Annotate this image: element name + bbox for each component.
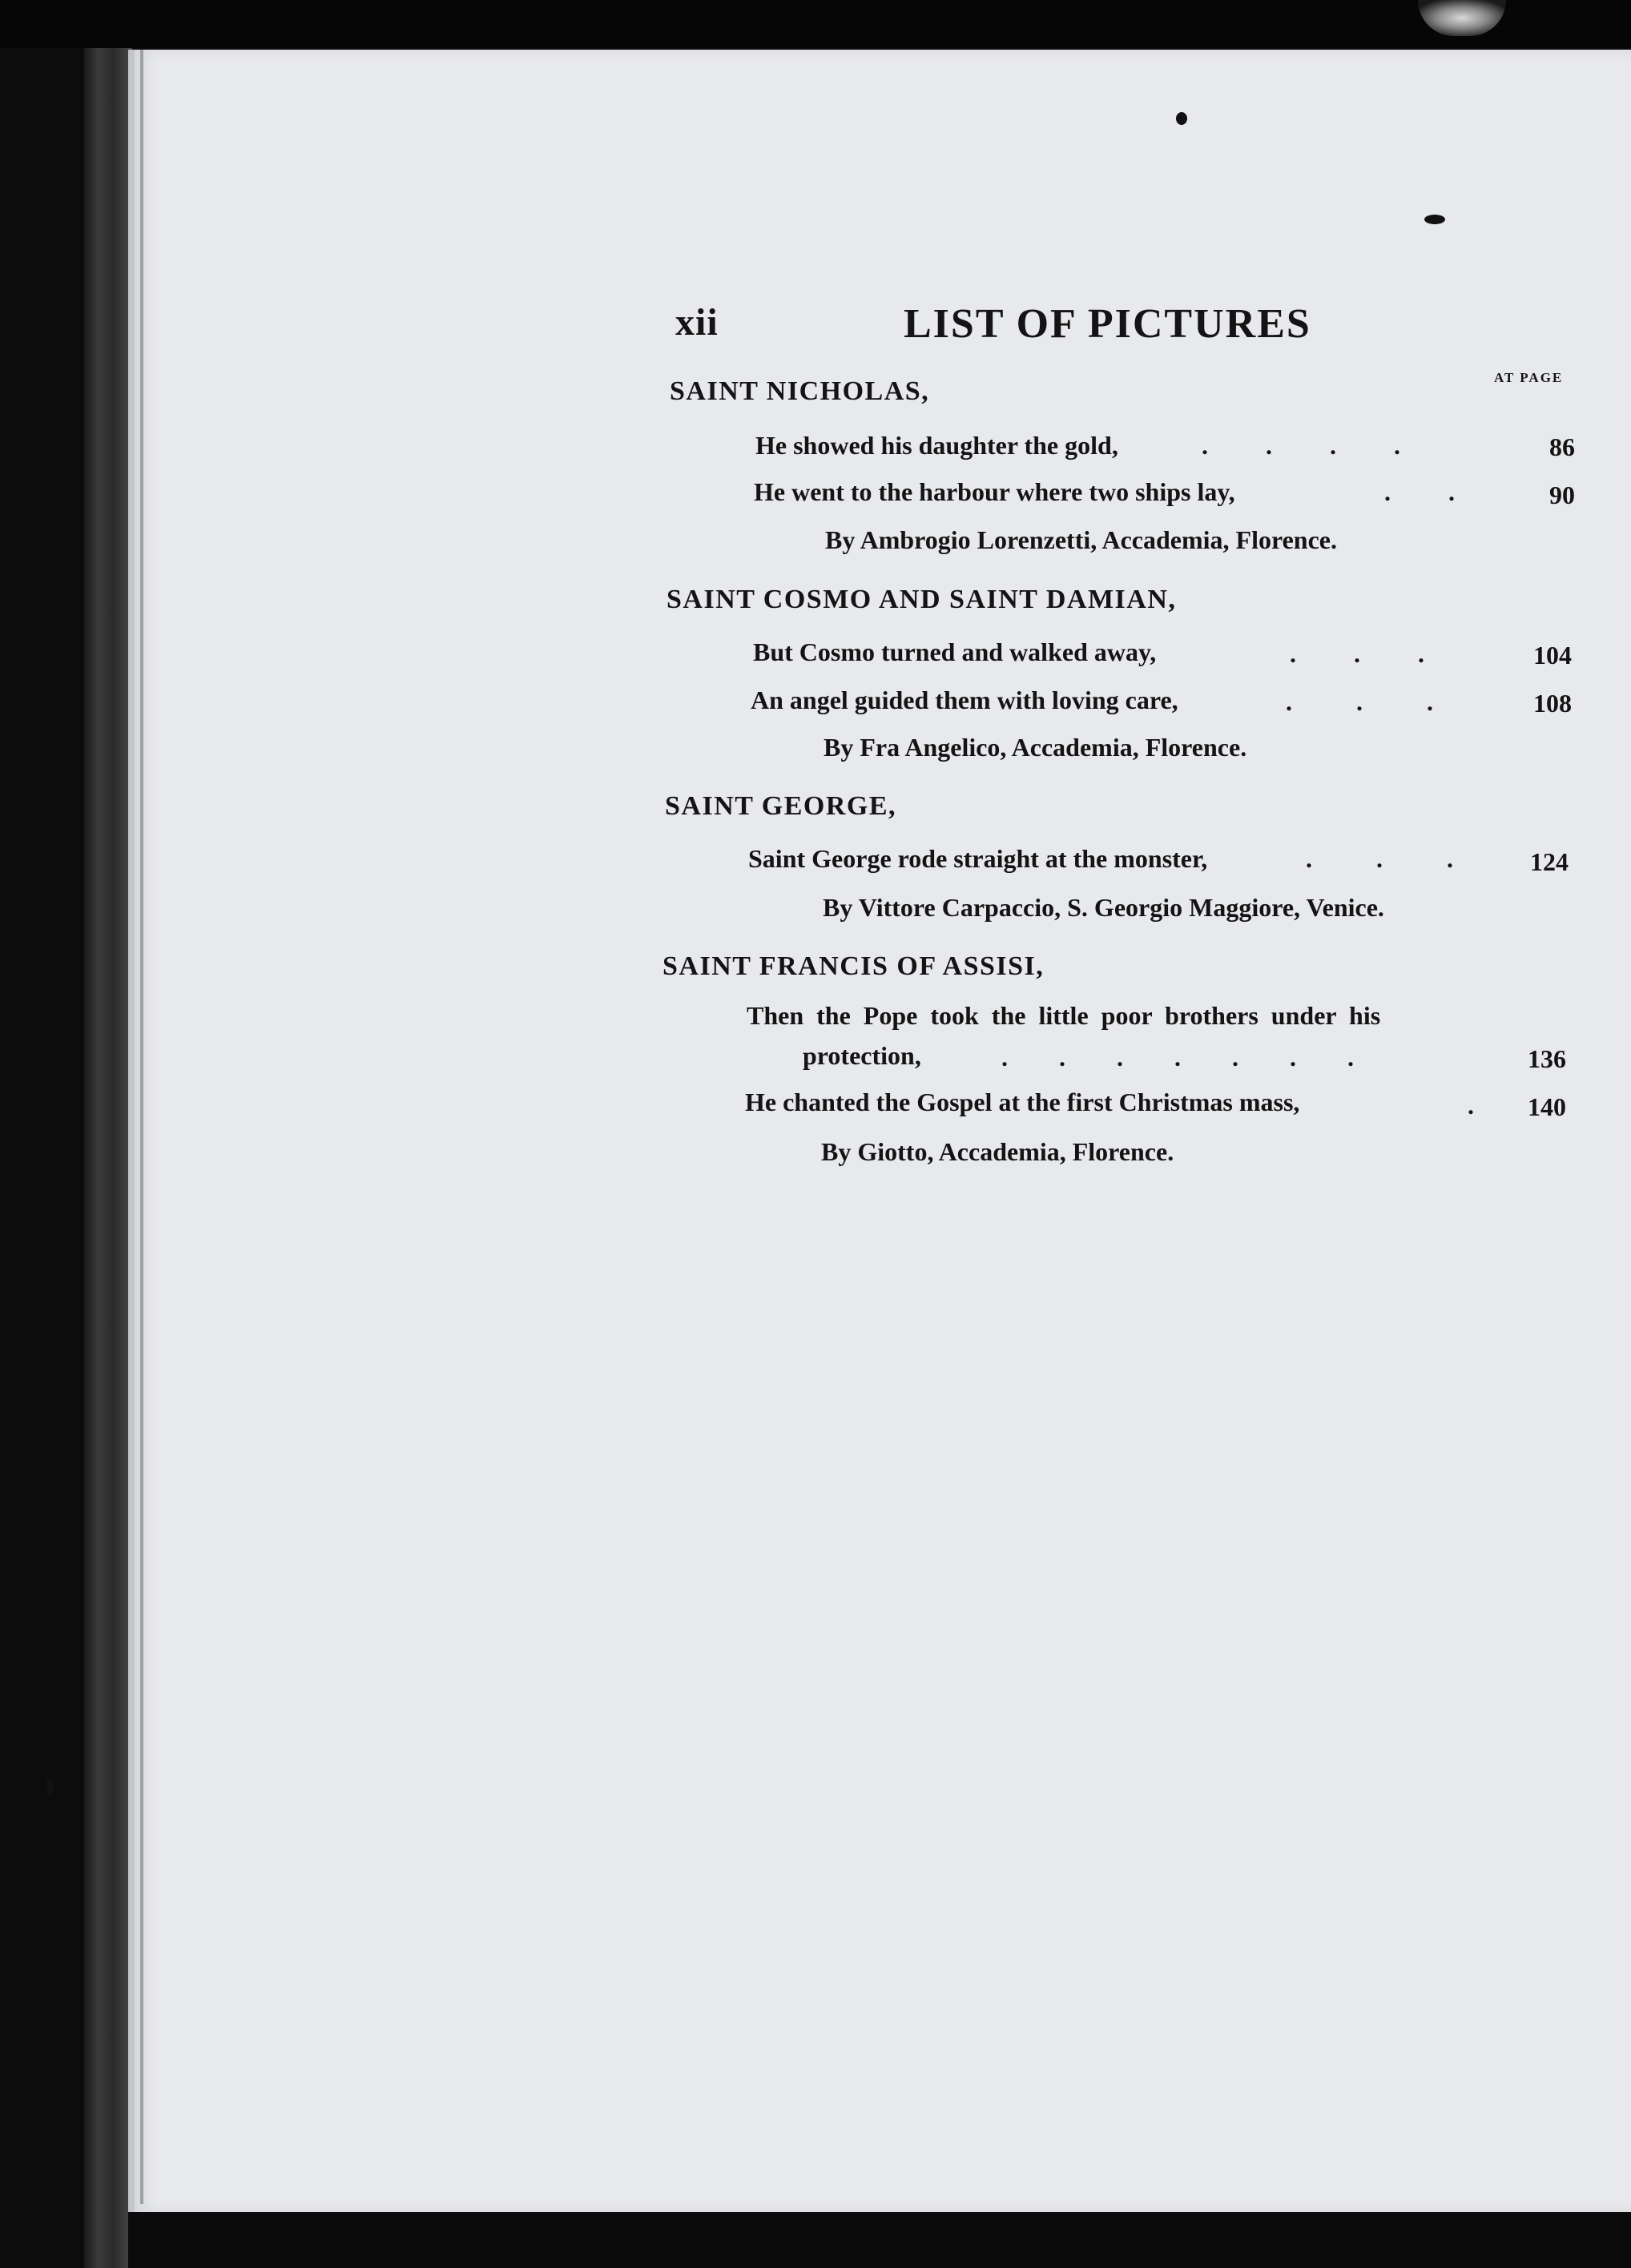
dot-leader: . . . [1306, 844, 1453, 873]
page-number: xii [675, 301, 719, 344]
dot-leader: . . . . [1202, 431, 1400, 460]
artist-credit: By Fra Angelico, Accademia, Florence. [824, 733, 1247, 762]
entry-page: 108 [1533, 689, 1572, 718]
dot-leader: . . [1384, 477, 1455, 506]
entry-caption: Saint George rode straight at the monster, [748, 844, 1208, 873]
entry-caption: He chanted the Gospel at the first Christmas mass, [745, 1088, 1300, 1116]
entry-caption: But Cosmo turned and walked away, [753, 637, 1157, 666]
page-title: LIST OF PICTURES [904, 301, 1311, 347]
entry-page: 136 [1528, 1044, 1566, 1073]
entry-page: 104 [1533, 641, 1572, 670]
entry-caption: An angel guided them with loving care, [751, 686, 1178, 714]
entry-caption-continued: protection, [803, 1041, 921, 1070]
entry-page: 86 [1549, 432, 1575, 461]
ink-speck [1424, 215, 1445, 224]
dot-leader: . . . [1290, 639, 1424, 668]
entry-caption: Then the Pope took the little poor brothers under his [747, 1001, 1381, 1030]
scan-bottom-border [128, 2212, 1631, 2268]
entry-caption: He went to the harbour where two ships lay, [754, 477, 1235, 506]
ink-speck [46, 1778, 54, 1796]
entry-page: 90 [1549, 481, 1575, 509]
section-heading: SAINT NICHOLAS, [670, 376, 930, 406]
section-heading: SAINT FRANCIS OF ASSISI, [662, 951, 1045, 981]
artist-credit: By Vittore Carpaccio, S. Georgio Maggiore, Venice. [823, 893, 1384, 922]
ink-speck [1176, 112, 1187, 125]
book-page [128, 50, 1631, 2212]
scan-top-border [0, 0, 1631, 48]
artist-credit: By Ambrogio Lorenzetti, Accademia, Florence. [825, 525, 1337, 554]
section-heading: SAINT GEORGE, [665, 791, 897, 821]
book-binding [84, 48, 132, 2268]
entry-page: 140 [1528, 1092, 1566, 1121]
artist-credit: By Giotto, Accademia, Florence. [821, 1137, 1174, 1166]
dot-leader: . . . . . . . [1001, 1043, 1354, 1072]
page-edge [140, 50, 143, 2204]
dot-leader: . . . [1286, 687, 1433, 716]
at-page-column-label: AT PAGE [1494, 370, 1564, 385]
dot-leader: . [1468, 1091, 1474, 1120]
entry-caption: He showed his daughter the gold, [755, 431, 1118, 460]
section-heading: SAINT COSMO AND SAINT DAMIAN, [666, 585, 1177, 614]
entry-page: 124 [1530, 847, 1569, 876]
